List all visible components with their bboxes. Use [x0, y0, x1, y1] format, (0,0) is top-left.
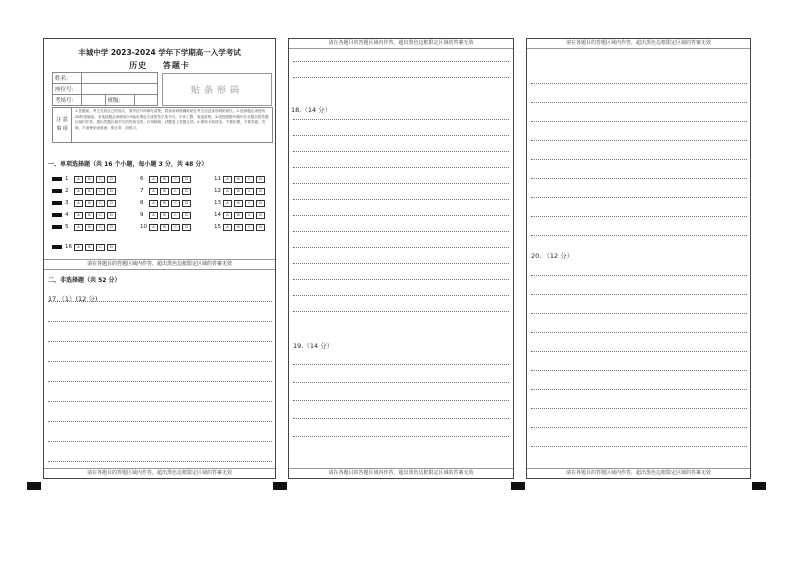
answer-line[interactable]	[48, 401, 272, 402]
mcq-option-bubble[interactable]: B	[160, 212, 169, 219]
answer-line[interactable]	[531, 332, 747, 333]
mcq-option-bubble[interactable]: A	[223, 188, 232, 195]
mcq-option-bubble[interactable]: C	[171, 224, 180, 231]
question-18-label: 18.（14 分）	[291, 106, 332, 114]
mcq-option-bubble[interactable]: B	[234, 188, 243, 195]
answer-line[interactable]	[531, 275, 747, 276]
mcq-option-bubble[interactable]: D	[256, 200, 265, 207]
mcq-question-number: 12	[214, 188, 221, 194]
question-17-label: 17.（1）(12 分)	[48, 295, 98, 303]
timing-mark	[52, 201, 62, 205]
timing-mark	[52, 213, 62, 217]
mcq-option-bubble[interactable]: B	[160, 224, 169, 231]
mcq-option-bubble[interactable]: C	[171, 212, 180, 219]
notice-box	[52, 107, 273, 143]
mcq-option-bubble[interactable]: A	[74, 200, 83, 207]
mcq-question-number: 7	[140, 188, 144, 194]
question-19-label: 19.（14 分）	[293, 342, 334, 350]
mcq-question-row	[140, 223, 193, 231]
notice-text: 1.答题前，考生先将自己的姓名、准考证号码填写清楚，将条形码准确粘贴在考生信息条形码粘贴区。2.选择题必须使用2B铅笔填涂；非选择题必须使用0.5毫米黑色字迹的签字笔书写，字体工整，笔迹清楚。3.请按照题号顺序在各题目的答题区域内作答，超出答题区域书写的答案无效；在草稿纸、试题卷上答题无效。4.保持卡面清洁，不要折叠，不要弄破、弄皱，不准使用涂改液、修正带、刮纸刀。	[75, 109, 269, 130]
mcq-option-bubble[interactable]: B	[85, 212, 94, 219]
alignment-mark	[752, 482, 766, 490]
mcq-option-bubble[interactable]: B	[234, 176, 243, 183]
timing-mark	[52, 225, 62, 229]
answer-column-3	[526, 38, 751, 479]
mcq-question-number: 11	[214, 176, 221, 182]
exam-room-field[interactable]	[82, 95, 106, 106]
answer-line[interactable]	[531, 370, 747, 371]
answer-line[interactable]	[48, 361, 272, 362]
mcq-option-bubble[interactable]: A	[223, 176, 232, 183]
mcq-option-bubble[interactable]: A	[74, 212, 83, 219]
answer-line[interactable]	[293, 247, 509, 248]
mcq-option-bubble[interactable]: C	[96, 224, 105, 231]
mcq-option-bubble[interactable]: D	[107, 200, 116, 207]
mcq-option-bubble[interactable]: C	[96, 176, 105, 183]
mcq-question-row	[140, 175, 193, 183]
answer-line[interactable]	[531, 446, 747, 447]
mcq-option-bubble[interactable]: C	[96, 200, 105, 207]
mcq-question-row	[52, 199, 118, 207]
mcq-option-bubble[interactable]: D	[107, 224, 116, 231]
mcq-option-bubble[interactable]: B	[160, 200, 169, 207]
answer-line[interactable]	[293, 183, 509, 184]
answer-line[interactable]	[293, 295, 509, 296]
mcq-question-row	[52, 223, 118, 231]
mcq-option-bubble[interactable]: A	[74, 224, 83, 231]
answer-line[interactable]	[293, 61, 509, 62]
mcq-option-bubble[interactable]: D	[107, 244, 116, 251]
footer-notice: 请在各题目的答题区域内作答，超出黑色边框限定区域的答案无效	[289, 468, 513, 478]
mcq-option-bubble[interactable]: A	[149, 176, 158, 183]
mcq-question-row	[52, 243, 118, 251]
mcq-option-bubble[interactable]: D	[256, 224, 265, 231]
mcq-option-bubble[interactable]: C	[245, 224, 254, 231]
mcq-option-bubble[interactable]: C	[245, 188, 254, 195]
answer-line[interactable]	[293, 199, 509, 200]
mcq-option-bubble[interactable]: A	[223, 200, 232, 207]
mcq-question-number: 5	[65, 224, 69, 230]
answer-line[interactable]	[48, 341, 272, 342]
answer-column-1	[43, 38, 276, 479]
answer-line[interactable]	[293, 382, 509, 383]
answer-line[interactable]	[531, 216, 747, 217]
mcq-option-bubble[interactable]: D	[256, 188, 265, 195]
answer-line[interactable]	[293, 279, 509, 280]
card-title	[44, 60, 275, 71]
area-notice: 请在各题目的答题区域内作答，超出黑色边框限定区域的答案无效	[44, 259, 275, 270]
answer-line[interactable]	[48, 461, 272, 462]
mcq-question-number: 6	[140, 176, 144, 182]
mcq-question-row	[140, 187, 193, 195]
answer-line[interactable]	[293, 167, 509, 168]
mcq-option-bubble[interactable]: C	[245, 200, 254, 207]
answer-line[interactable]	[531, 408, 747, 409]
mcq-question-row	[214, 187, 267, 195]
answer-line[interactable]	[48, 321, 272, 322]
mcq-question-number: 4	[65, 212, 69, 218]
mcq-option-bubble[interactable]: D	[182, 188, 191, 195]
card-name-label: 答题卡	[162, 61, 190, 70]
footer-notice: 请在各题目的答题区域内作答，超出黑色边框限定区域的答案无效	[44, 468, 275, 478]
mcq-question-number: 3	[65, 200, 69, 206]
mcq-question-number: 2	[65, 188, 69, 194]
answer-line[interactable]	[293, 151, 509, 152]
mcq-option-bubble[interactable]: B	[234, 212, 243, 219]
mcq-question-row	[52, 187, 118, 195]
footer-notice: 请在各题目的答题区域内作答，超出黑色边框限定区域的答案无效	[527, 468, 750, 478]
mcq-option-bubble[interactable]: D	[107, 188, 116, 195]
mcq-option-bubble[interactable]: D	[107, 176, 116, 183]
mcq-option-bubble[interactable]: D	[182, 176, 191, 183]
answer-line[interactable]	[531, 351, 747, 352]
mcq-question-row	[214, 175, 267, 183]
answer-line[interactable]	[531, 294, 747, 295]
answer-line[interactable]	[293, 77, 509, 78]
mcq-question-row	[140, 199, 193, 207]
timing-mark	[52, 189, 62, 193]
answer-line[interactable]	[48, 381, 272, 382]
mcq-option-bubble[interactable]: D	[256, 176, 265, 183]
notice-label: 注 意 事 项	[53, 108, 72, 142]
mcq-option-bubble[interactable]: B	[160, 188, 169, 195]
mcq-option-bubble[interactable]: C	[245, 176, 254, 183]
mcq-option-bubble[interactable]: B	[234, 224, 243, 231]
mcq-option-bubble[interactable]: C	[245, 212, 254, 219]
mcq-question-number: 8	[140, 200, 144, 206]
mcq-option-bubble[interactable]: A	[149, 212, 158, 219]
answer-column-2	[288, 38, 514, 479]
mcq-option-bubble[interactable]: D	[182, 200, 191, 207]
answer-line[interactable]	[531, 178, 747, 179]
mcq-option-bubble[interactable]: B	[234, 200, 243, 207]
mcq-option-bubble[interactable]: A	[149, 188, 158, 195]
mcq-question-number: 10	[140, 224, 147, 230]
student-info-table	[52, 72, 158, 106]
answer-line[interactable]	[531, 140, 747, 141]
mcq-option-bubble[interactable]: D	[107, 212, 116, 219]
answer-line[interactable]	[293, 418, 509, 419]
mcq-question-number: 13	[214, 200, 221, 206]
class-label: 班级：	[105, 95, 134, 106]
mcq-question-number: 15	[214, 224, 221, 230]
answer-line[interactable]	[293, 364, 509, 365]
class-field[interactable]	[134, 95, 158, 106]
alignment-mark	[27, 482, 41, 490]
answer-line[interactable]	[48, 301, 272, 302]
answer-line[interactable]	[531, 197, 747, 198]
mcq-option-bubble[interactable]: A	[149, 200, 158, 207]
mcq-option-bubble[interactable]: B	[85, 224, 94, 231]
name-label: 姓名：	[53, 73, 82, 84]
mcq-option-bubble[interactable]: C	[171, 188, 180, 195]
section-1-title: 一、单项选择题（共 16 个小题，每小题 3 分，共 48 分）	[48, 161, 208, 168]
answer-line[interactable]	[531, 83, 747, 84]
alignment-mark	[511, 482, 525, 490]
question-20-label: 20. （12 分）	[531, 252, 574, 260]
answer-line[interactable]	[531, 427, 747, 428]
answer-line[interactable]	[48, 421, 272, 422]
header-notice: 请在各题目的答题区域内作答，超出黑色边框限定区域的答案无效	[527, 39, 750, 49]
mcq-option-bubble[interactable]: D	[182, 224, 191, 231]
mcq-question-number: 1	[65, 176, 69, 182]
mcq-question-row	[140, 211, 193, 219]
name-field[interactable]	[82, 73, 158, 84]
mcq-option-bubble[interactable]: C	[96, 188, 105, 195]
mcq-option-bubble[interactable]: B	[160, 176, 169, 183]
mcq-question-row	[214, 199, 267, 207]
answer-line[interactable]	[48, 441, 272, 442]
answer-line[interactable]	[293, 119, 509, 120]
mcq-option-bubble[interactable]: B	[85, 244, 94, 251]
timing-mark	[52, 245, 62, 249]
header-notice: 请在各题目的答题区域内作答，超出黑色边框限定区域的答案无效	[289, 39, 513, 49]
mcq-option-bubble[interactable]: A	[74, 188, 83, 195]
mcq-question-row	[214, 211, 267, 219]
mcq-question-row	[52, 211, 118, 219]
answer-line[interactable]	[293, 135, 509, 136]
mcq-option-bubble[interactable]: D	[256, 212, 265, 219]
answer-line[interactable]	[293, 400, 509, 401]
mcq-question-number: 9	[140, 212, 144, 218]
mcq-option-bubble[interactable]: A	[74, 244, 83, 251]
mcq-option-bubble[interactable]: B	[85, 176, 94, 183]
alignment-mark	[273, 482, 287, 490]
answer-line[interactable]	[531, 313, 747, 314]
exam-title: 丰城中学 2023-2024 学年下学期高一入学考试	[78, 48, 241, 57]
mcq-option-bubble[interactable]: A	[223, 224, 232, 231]
mcq-option-bubble[interactable]: A	[223, 212, 232, 219]
mcq-option-bubble[interactable]: B	[85, 200, 94, 207]
answer-line[interactable]	[293, 311, 509, 312]
answer-line[interactable]	[293, 436, 509, 437]
timing-mark	[52, 177, 62, 181]
barcode-area: 贴条形码	[162, 73, 272, 106]
mcq-option-bubble[interactable]: C	[171, 200, 180, 207]
seat-label: 座位号：	[53, 84, 82, 95]
answer-line[interactable]	[531, 159, 747, 160]
answer-line[interactable]	[531, 235, 747, 236]
answer-line[interactable]	[293, 215, 509, 216]
mcq-option-bubble[interactable]: C	[96, 244, 105, 251]
answer-line[interactable]	[293, 263, 509, 264]
answer-line[interactable]	[531, 389, 747, 390]
mcq-question-row	[52, 175, 118, 183]
mcq-question-number: 14	[214, 212, 221, 218]
exam-room-label: 考场号：	[53, 95, 82, 106]
mcq-option-bubble[interactable]: B	[85, 188, 94, 195]
mcq-option-bubble[interactable]: A	[74, 176, 83, 183]
mcq-option-bubble[interactable]: C	[171, 176, 180, 183]
section-2-title: 二、非选择题（共 52 分）	[48, 277, 121, 284]
mcq-question-row	[214, 223, 267, 231]
mcq-option-bubble[interactable]: C	[96, 212, 105, 219]
mcq-option-bubble[interactable]: D	[182, 212, 191, 219]
mcq-question-number: 16	[65, 244, 72, 250]
answer-line[interactable]	[293, 231, 509, 232]
mcq-option-bubble[interactable]: A	[149, 224, 158, 231]
answer-line[interactable]	[531, 102, 747, 103]
subject-label: 历史	[129, 61, 148, 70]
answer-line[interactable]	[531, 121, 747, 122]
seat-field[interactable]	[82, 84, 158, 95]
